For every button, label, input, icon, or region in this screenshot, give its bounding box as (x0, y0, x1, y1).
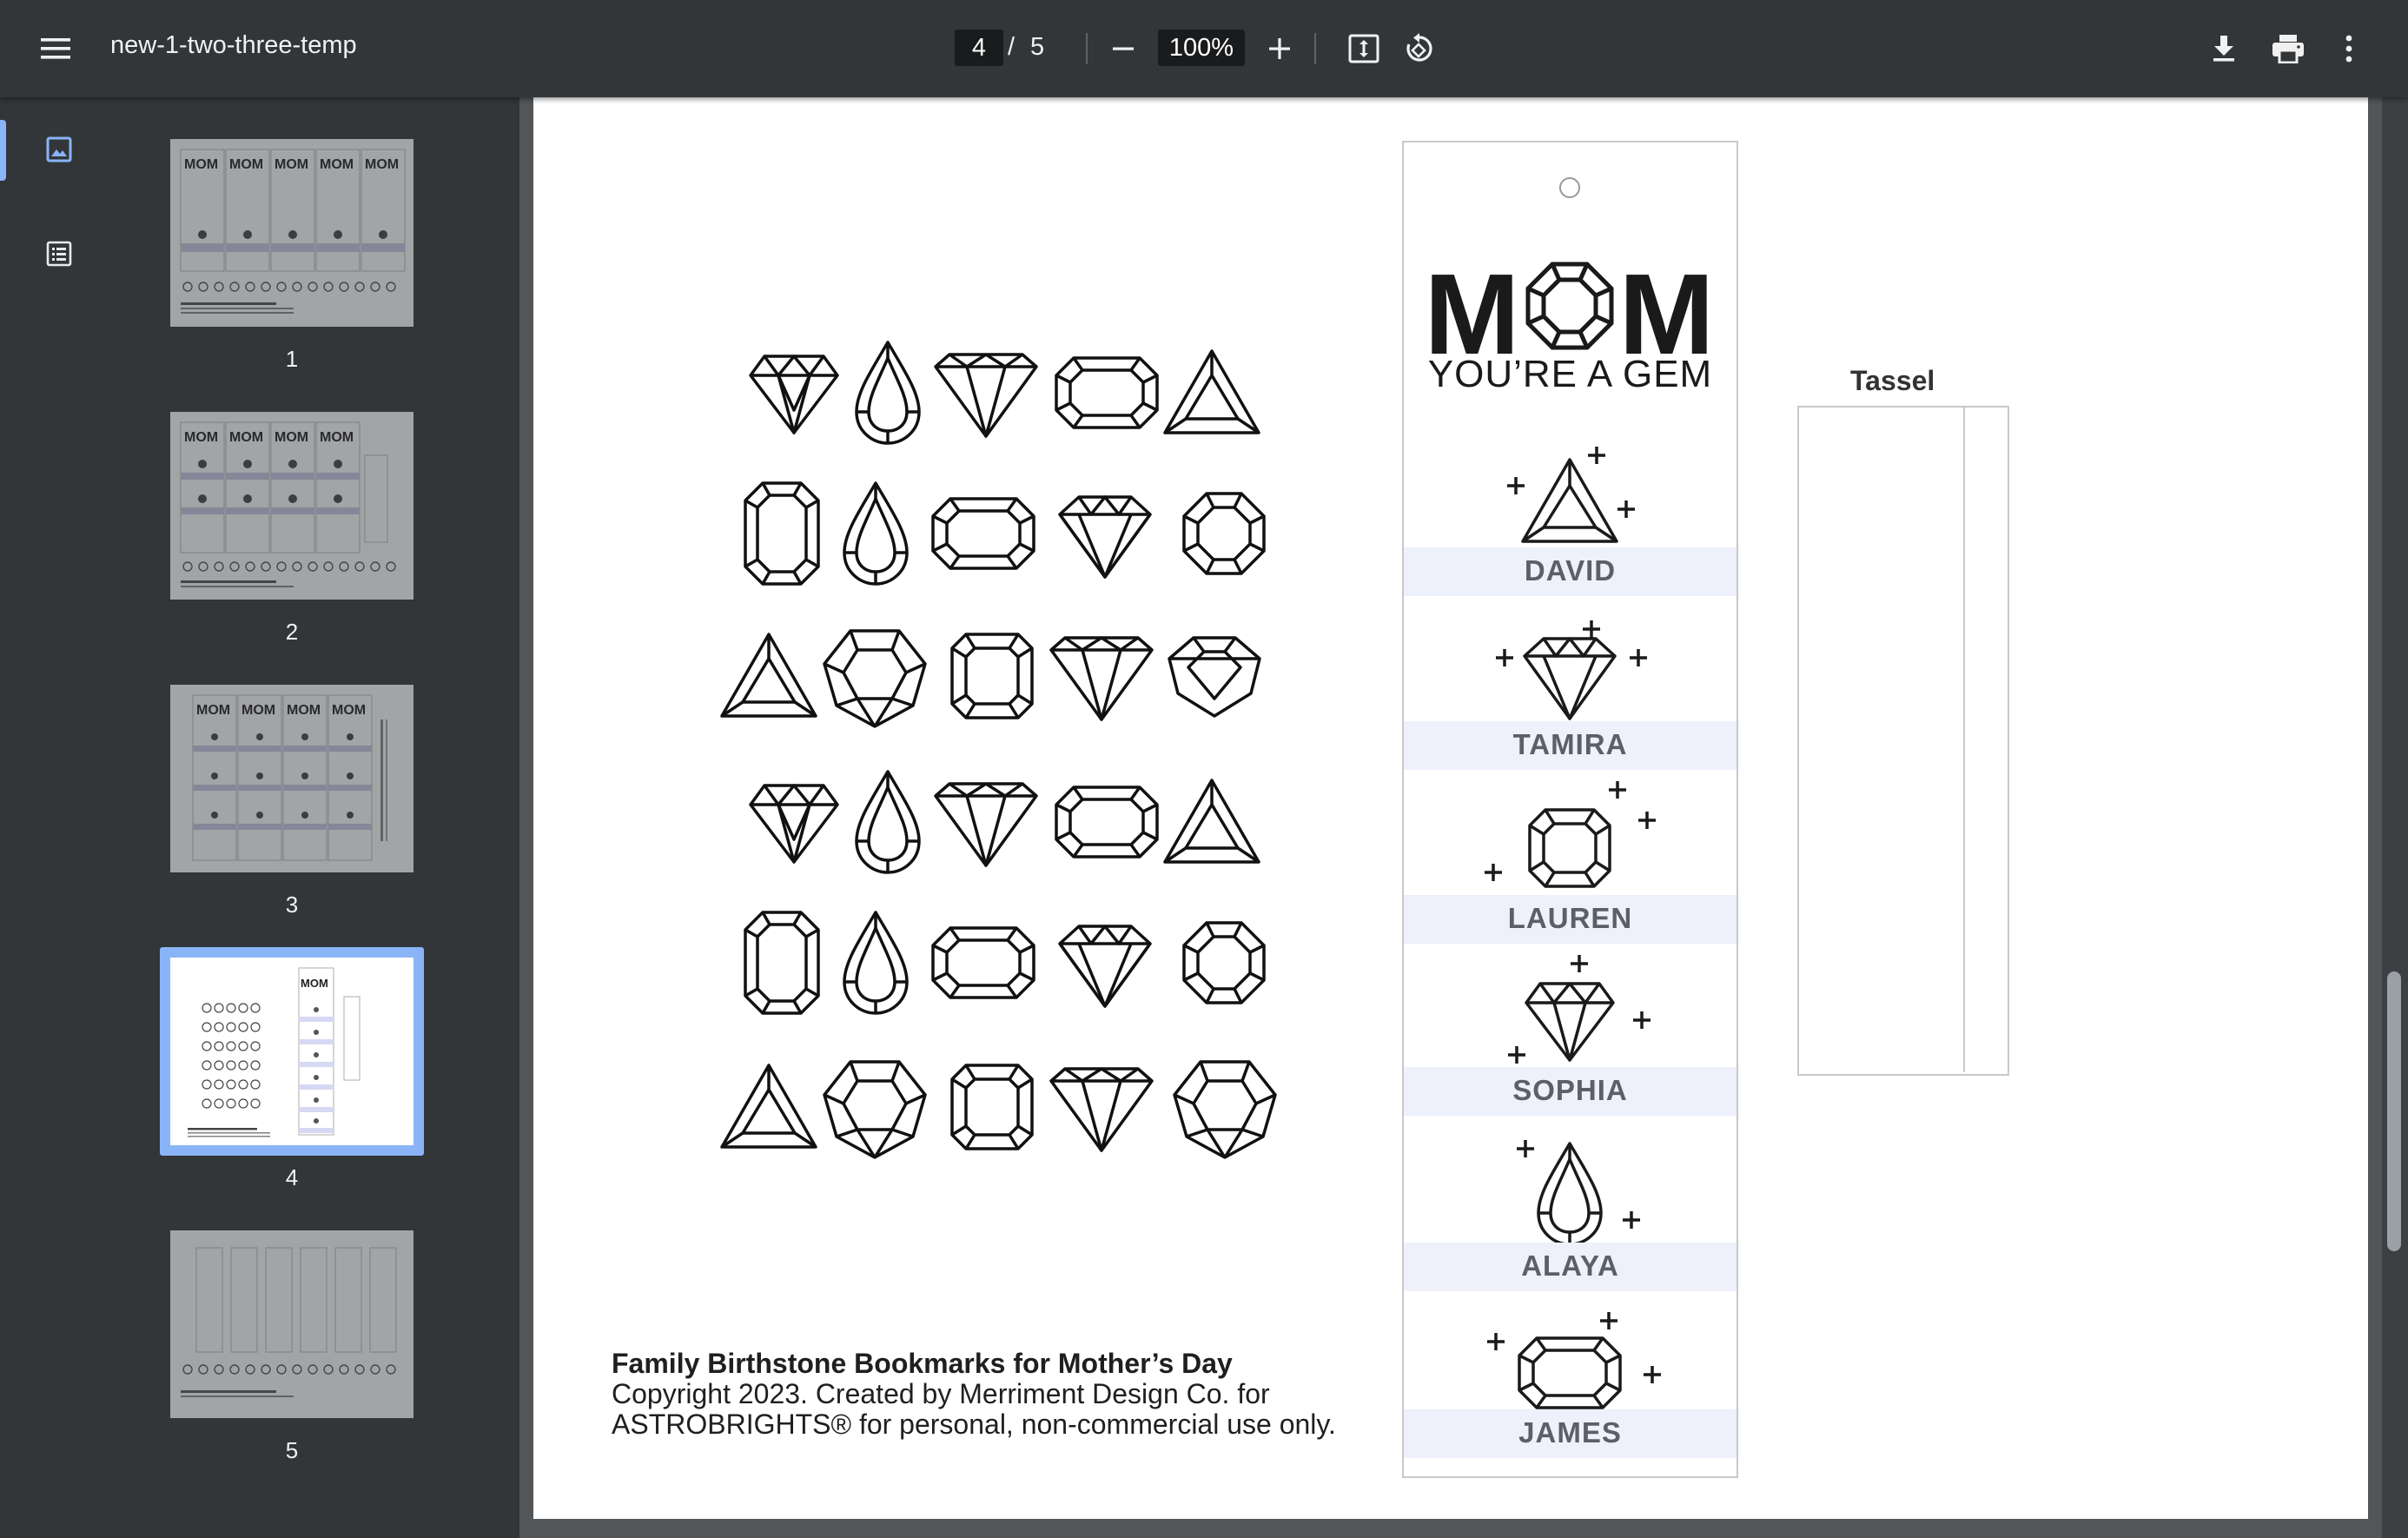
punch-hole (1560, 178, 1579, 197)
thumbnail-number: 5 (285, 1437, 299, 1463)
page-thumbnail-3[interactable] (170, 685, 413, 872)
zoom-input[interactable] (1158, 30, 1245, 66)
svg-text:MOM: MOM (365, 157, 400, 172)
sparkle-icon (1487, 1312, 1661, 1383)
emerald-gem-icon (1519, 1338, 1620, 1408)
tassel-fold-line (1963, 408, 1965, 1072)
page-total: 5 (1030, 33, 1045, 61)
page-number-input[interactable] (955, 30, 1003, 66)
outline-tab-icon[interactable] (40, 235, 78, 273)
scrollbar-thumb[interactable] (2387, 971, 2401, 1251)
triangle-gem-icon (1523, 460, 1617, 541)
page-thumbnail-4[interactable] (170, 958, 413, 1145)
footer-title: Family Birthstone Bookmarks for Mother’s Day (612, 1348, 1233, 1379)
svg-text:MOM: MOM (184, 157, 219, 172)
name-label: ALAYA (1521, 1250, 1619, 1282)
tassel-label: Tassel (1850, 365, 1935, 396)
name-label: LAUREN (1507, 902, 1633, 934)
document-title: new-1-two-three-temp (110, 31, 357, 59)
menu-icon[interactable] (35, 30, 76, 68)
sparkle-icon (1517, 1140, 1640, 1229)
svg-text:MOM: MOM (275, 430, 309, 445)
zoom-in-icon[interactable] (1261, 31, 1298, 66)
name-label: DAVID (1524, 554, 1617, 587)
page-thumbnail-5[interactable] (170, 1230, 413, 1418)
sparkle-icon (1496, 620, 1647, 666)
svg-text:MOM: MOM (320, 430, 354, 445)
thumbnail-number: 3 (285, 892, 299, 918)
footer-line: ASTROBRIGHTS® for personal, non-commercial use only. (612, 1409, 1336, 1440)
copyright-footer (612, 1349, 1336, 1440)
page-thumbnail-2[interactable] (170, 412, 413, 600)
rotate-icon[interactable] (1400, 30, 1439, 68)
svg-text:MOM: MOM (229, 157, 264, 172)
svg-text:MOM: MOM (275, 157, 309, 172)
thumbnails-tab-icon[interactable] (40, 130, 78, 169)
tassel-template (1797, 406, 2009, 1076)
fit-to-page-icon[interactable] (1345, 30, 1383, 68)
zoom-out-icon[interactable] (1105, 31, 1141, 66)
more-options-icon[interactable] (2330, 30, 2368, 68)
mom-letter: M (1618, 250, 1717, 378)
thumbnail-number: 1 (285, 346, 299, 372)
svg-text:MOM: MOM (332, 703, 367, 718)
scrollbar-track[interactable] (2382, 97, 2408, 1538)
diamond-gem-icon (1526, 984, 1613, 1060)
download-icon[interactable] (2205, 30, 2243, 68)
square-gem-icon (1530, 810, 1610, 886)
active-tab-indicator (0, 120, 6, 181)
thumbnail-sidebar (0, 97, 519, 1538)
page-thumbnail-1[interactable] (170, 139, 413, 327)
toolbar-divider (1314, 33, 1316, 64)
svg-text:MOM: MOM (196, 703, 231, 718)
toolbar-divider (1086, 33, 1088, 64)
bookmark-card (1402, 141, 1738, 1478)
mom-letter: M (1424, 250, 1522, 378)
footer-line: Copyright 2023. Created by Merriment Design Co. for (612, 1378, 1270, 1409)
page-separator: / (1008, 33, 1015, 61)
svg-text:MOM: MOM (229, 430, 264, 445)
name-label: TAMIRA (1512, 728, 1628, 760)
svg-text:MOM: MOM (184, 430, 219, 445)
svg-text:MOM: MOM (287, 703, 321, 718)
name-label: SOPHIA (1512, 1074, 1628, 1106)
name-label: JAMES (1518, 1416, 1622, 1449)
thumbnail-number: 4 (285, 1164, 299, 1190)
pear-gem-icon (1538, 1144, 1601, 1244)
sparkle-icon (1485, 781, 1656, 881)
print-icon[interactable] (2267, 30, 2309, 68)
pdf-toolbar (0, 0, 2408, 97)
thumbnail-number: 2 (285, 619, 299, 645)
bookmark-subtitle: YOU’RE A GEM (1427, 353, 1713, 395)
svg-text:MOM: MOM (320, 157, 354, 172)
svg-text:MOM: MOM (241, 703, 276, 718)
svg-text:MOM: MOM (301, 977, 328, 990)
round-gem-icon (1525, 639, 1615, 719)
